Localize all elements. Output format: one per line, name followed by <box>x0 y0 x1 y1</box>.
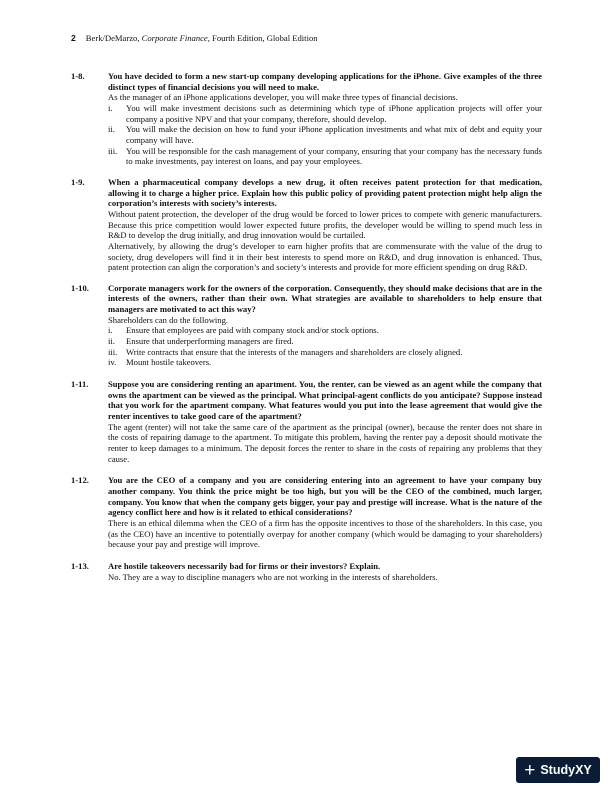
header-edition: Fourth Edition, Global Edition <box>209 33 318 43</box>
problem-1-10 <box>71 283 542 368</box>
list-item <box>108 103 542 124</box>
problem-number: 1-12. <box>71 475 89 486</box>
list-item <box>108 325 542 336</box>
list-text: Ensure that underperforming managers are fired. <box>126 336 294 347</box>
problem-1-13 <box>71 561 542 582</box>
problem-number: 1-11. <box>71 379 89 390</box>
problem-1-11 <box>71 379 542 464</box>
list-item <box>108 124 542 145</box>
question-text: Corporate managers work for the owners of the corporation. Consequently, they should make decisions that are in the interests of the owners, rather than their own. What strategies are available to shareholders to help ensure that managers are motivated to act this way? <box>108 282 542 315</box>
list-numeral: i. <box>108 325 113 336</box>
list-numeral: iv. <box>108 357 117 368</box>
answer-text: Shareholders can do the following. <box>108 314 229 325</box>
question-text: Are hostile takeovers necessarily bad for firms or their investors? Explain. <box>108 560 381 571</box>
question-text: You have decided to form a new start-up company developing applications for the iPhone. Give examples of the three distinct types of financial decisions you will need to make. <box>108 71 542 92</box>
problem-1-12 <box>71 475 542 550</box>
problem-1-9 <box>71 177 542 273</box>
list-numeral: ii. <box>108 336 115 347</box>
list-item <box>108 146 542 167</box>
answer-list <box>108 103 542 167</box>
list-numeral: iii. <box>108 145 118 156</box>
list-numeral: iii. <box>108 346 118 357</box>
list-item <box>108 336 542 347</box>
list-item <box>108 347 542 358</box>
list-numeral: ii. <box>108 124 115 135</box>
header-authors: Berk/DeMarzo, <box>85 33 142 43</box>
problem-number: 1-13. <box>71 560 89 571</box>
question-text: When a pharmaceutical company develops a new drug, it often receives patent protection for that medication, allowing it to charge a higher price. Explain how this public policy of providing patent protection might help align the corporation’s interests with society’s interests. <box>108 176 542 209</box>
answer-text: The agent (renter) will not take the same care of the apartment as the principal (owner), because the renter does not share in the costs of repairing damage to the apartment. To mitigate this problem, having the renter pay a deposit should motivate the renter to keep damages to a minimum. The deposit forces the renter to share in the costs of repairing any problems that they cause. <box>108 421 542 464</box>
question-text: Suppose you are considering renting an apartment. You, the renter, can be viewed as an agent while the company that owns the apartment can be viewed as the principal. What principal-agent conflicts do you anticipate? Suppose instead that you work for the apartment company. What features would you put into the lease agreement that would give the renter incentives to take good care of the apartment? <box>108 379 542 422</box>
list-text: Mount hostile takeovers. <box>126 357 212 368</box>
page-header <box>71 33 318 44</box>
answer-text: There is an ethical dilemma when the CEO of a firm has the opposite incentives to those of the shareholders. In this case, you (as the CEO) have an incentive to potentially overpay for another company (which would be damaging to your shareholders) because your pay and prestige will improve. <box>108 517 542 550</box>
problem-list <box>71 71 542 582</box>
problem-number: 1-8. <box>71 71 85 81</box>
answer-text: Without patent protection, the developer of the drug would be forced to lower prices to compete with generic manufacturers. Because this price competition would lower expected future profits, the developer would be willing to spend much less in R&D to develop the drug initially, and drug innovation would be curtailed. <box>108 208 542 241</box>
list-item <box>108 357 542 368</box>
answer-text: As the manager of an iPhone applications developer, you will make three types of financial decisions. <box>108 92 458 103</box>
problem-number: 1-10. <box>71 282 89 293</box>
header-book-title: Corporate Finance, <box>141 33 210 43</box>
list-numeral: i. <box>108 102 113 113</box>
question-text: You are the CEO of a company and you are considering entering into an agreement to have your company buy another company. You think the price might be too high, but you will be the CEO of the combined, much larger, company. You know that when the company gets bigger, your pay and prestige will increase. What is the nature of the agency conflict here and how is it related to ethical considerations? <box>108 475 542 518</box>
problem-number: 1-9. <box>71 176 85 187</box>
list-text: You will be responsible for the cash management of your company, ensuring that your company has the necessary funds to make investments, pay interest on loans, and pay your employees. <box>126 145 542 167</box>
list-text: You will make investment decisions such as determining which type of iPhone application projects will offer your company a positive NPV and that your company, therefore, should develop. <box>126 102 542 124</box>
problem-1-8 <box>71 71 542 167</box>
answer-text: No. They are a way to discipline managers who are not working in the interests of shareholders. <box>108 571 438 582</box>
page-number: 2 <box>71 33 76 43</box>
list-text: Ensure that employees are paid with company stock and/or stock options. <box>126 325 379 336</box>
logo-text: StudyXY <box>540 763 592 777</box>
list-text: Write contracts that ensure that the interests of the managers and shareholders are closely aligned. <box>126 346 463 357</box>
list-text: You will make the decision on how to fund your iPhone application investments and what mix of debt and equity your company will have. <box>126 124 542 145</box>
plus-icon: + <box>524 759 536 781</box>
answer-text: Alternatively, by allowing the drug’s developer to earn higher profits that are commensurate with the value of the drug to society, drug developers will find it in their best interests to spend more on R&D, and drug innovation is enhanced. Thus, patent protection can align the corporation’s and society’s interests and provide for more efficient spending on drug R&D. <box>108 240 542 273</box>
studyxy-logo[interactable] <box>516 757 600 783</box>
answer-list <box>108 325 542 368</box>
